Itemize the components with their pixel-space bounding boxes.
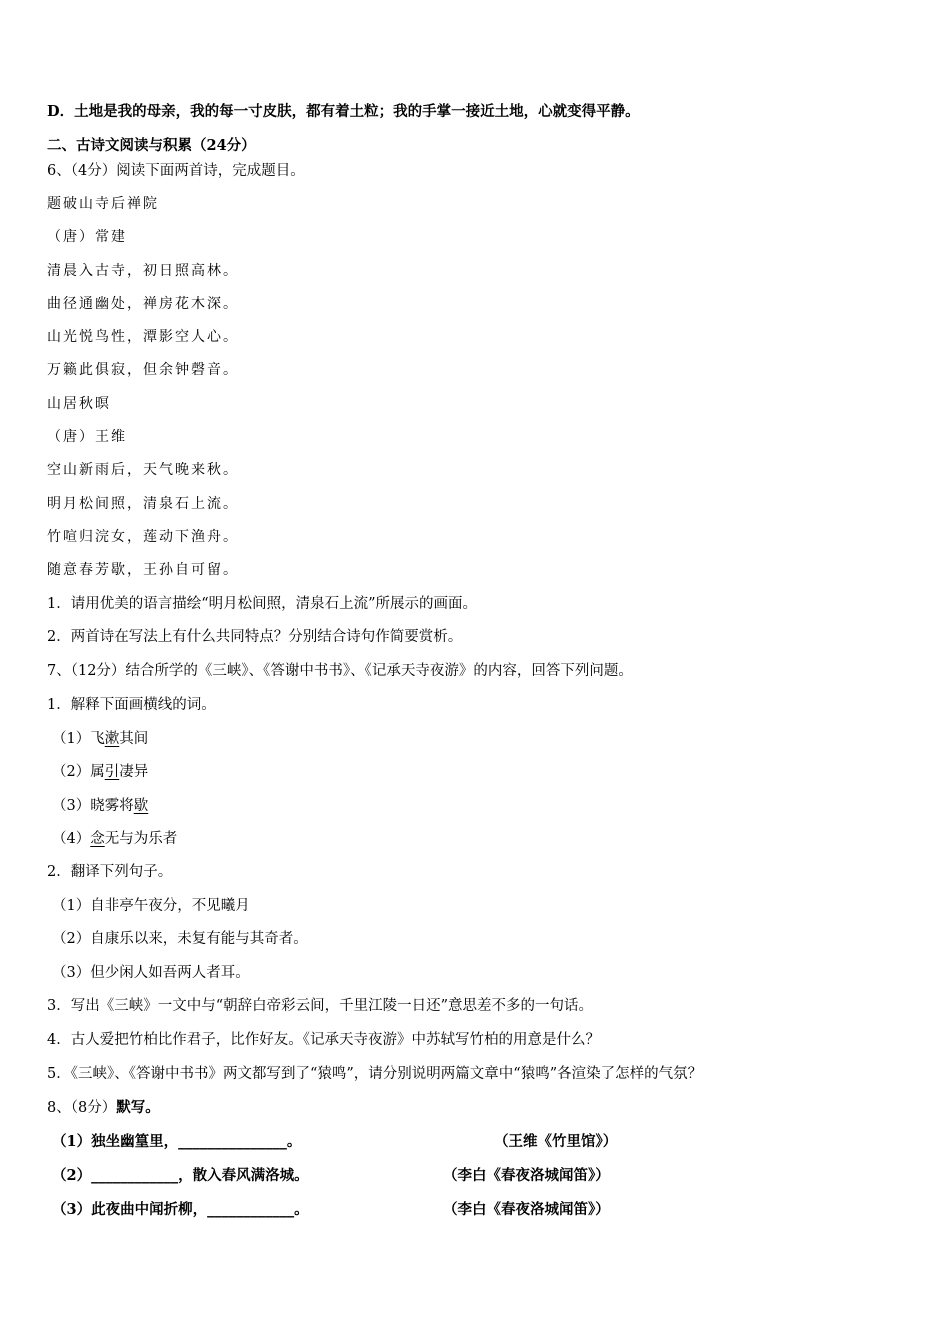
option-d: D．土地是我的母亲，我的每一寸皮肤，都有着土粒；我的手掌一接近土地，心就变得平静。 bbox=[47, 103, 640, 120]
translate-item: （1）自非亭午夜分，不见曦月 bbox=[52, 898, 250, 914]
question-8: 8、（8分）默写。 bbox=[47, 1099, 160, 1116]
poem-1-title: 题破山寺后禅院 bbox=[47, 196, 159, 212]
question-7-4: 4．古人爱把竹柏比作君子，比作好友。《记承天寺夜游》中苏轼写竹柏的用意是什么？ bbox=[47, 1032, 600, 1048]
word-item: （2）属引凄异 bbox=[52, 764, 149, 780]
fill-blank-3-source: （李白《春夜洛城闻笛》） bbox=[443, 1201, 610, 1218]
word-item: （1）飞漱其间 bbox=[52, 731, 149, 747]
underlined-word: 歇 bbox=[133, 798, 149, 814]
fill-blank-2: （2）____________，散入春风满洛城。 bbox=[52, 1167, 309, 1184]
poem-1-line: 曲径通幽处，禅房花木深。 bbox=[47, 296, 239, 312]
poem-2-author: （唐）王维 bbox=[47, 429, 127, 445]
poem-1-line: 万籁此俱寂，但余钟磬音。 bbox=[47, 362, 239, 378]
underlined-word: 念 bbox=[90, 831, 105, 847]
fill-blank-1-source: （王维《竹里馆》） bbox=[494, 1133, 618, 1150]
poem-2-line: 竹喧归浣女，莲动下渔舟。 bbox=[47, 529, 239, 545]
section-2-heading: 二、古诗文阅读与积累（24分） bbox=[47, 137, 256, 154]
poem-2-line: 空山新雨后，天气晚来秋。 bbox=[47, 462, 239, 478]
question-7-2: 2．翻译下列句子。 bbox=[47, 864, 173, 880]
fill-blank-1: （1）独坐幽篁里，_______________。 bbox=[52, 1133, 302, 1150]
word-item: （4）念无与为乐者 bbox=[52, 831, 178, 847]
question-7-3: 3．写出《三峡》一文中与“朝辞白帝彩云间，千里江陵一日还”意思差不多的一句话。 bbox=[47, 998, 594, 1014]
fill-blank-3: （3）此夜曲中闻折柳，____________。 bbox=[52, 1201, 309, 1218]
question-6-1: 1．请用优美的语言描绘“明月松间照，清泉石上流”所展示的画面。 bbox=[47, 596, 478, 612]
question-7-1: 1．解释下面画横线的词。 bbox=[47, 697, 216, 713]
question-6-2: 2．两首诗在写法上有什么共同特点？分别结合诗句作简要赏析。 bbox=[47, 629, 463, 645]
underlined-word: 漱 bbox=[104, 731, 120, 747]
translate-item: （3）但少闲人如吾两人者耳。 bbox=[52, 965, 250, 981]
poem-1-line: 清晨入古寺，初日照高林。 bbox=[47, 263, 239, 279]
question-6: 6、（4分）阅读下面两首诗，完成题目。 bbox=[47, 163, 305, 179]
underlined-word: 引 bbox=[104, 764, 120, 780]
poem-1-author: （唐）常建 bbox=[47, 229, 127, 245]
question-7: 7、（12分）结合所学的《三峡》、《答谢中书书》、《记承天寺夜游》的内容，回答下列问题。 bbox=[47, 663, 633, 679]
translate-item: （2）自康乐以来，未复有能与其奇者。 bbox=[52, 931, 308, 947]
poem-2-line: 明月松间照，清泉石上流。 bbox=[47, 496, 239, 512]
fill-blank-2-source: （李白《春夜洛城闻笛》） bbox=[443, 1167, 610, 1184]
poem-2-title: 山居秋暝 bbox=[47, 396, 111, 412]
poem-1-line: 山光悦鸟性，潭影空人心。 bbox=[47, 329, 239, 345]
word-item: （3）晓雾将歇 bbox=[52, 798, 149, 814]
question-7-5: 5．《三峡》、《答谢中书书》两文都写到了“猿鸣”，请分别说明两篇文章中“猿鸣”各渲染了怎样的气氛？ bbox=[47, 1066, 703, 1082]
poem-2-line: 随意春芳歇，王孙自可留。 bbox=[47, 562, 239, 578]
